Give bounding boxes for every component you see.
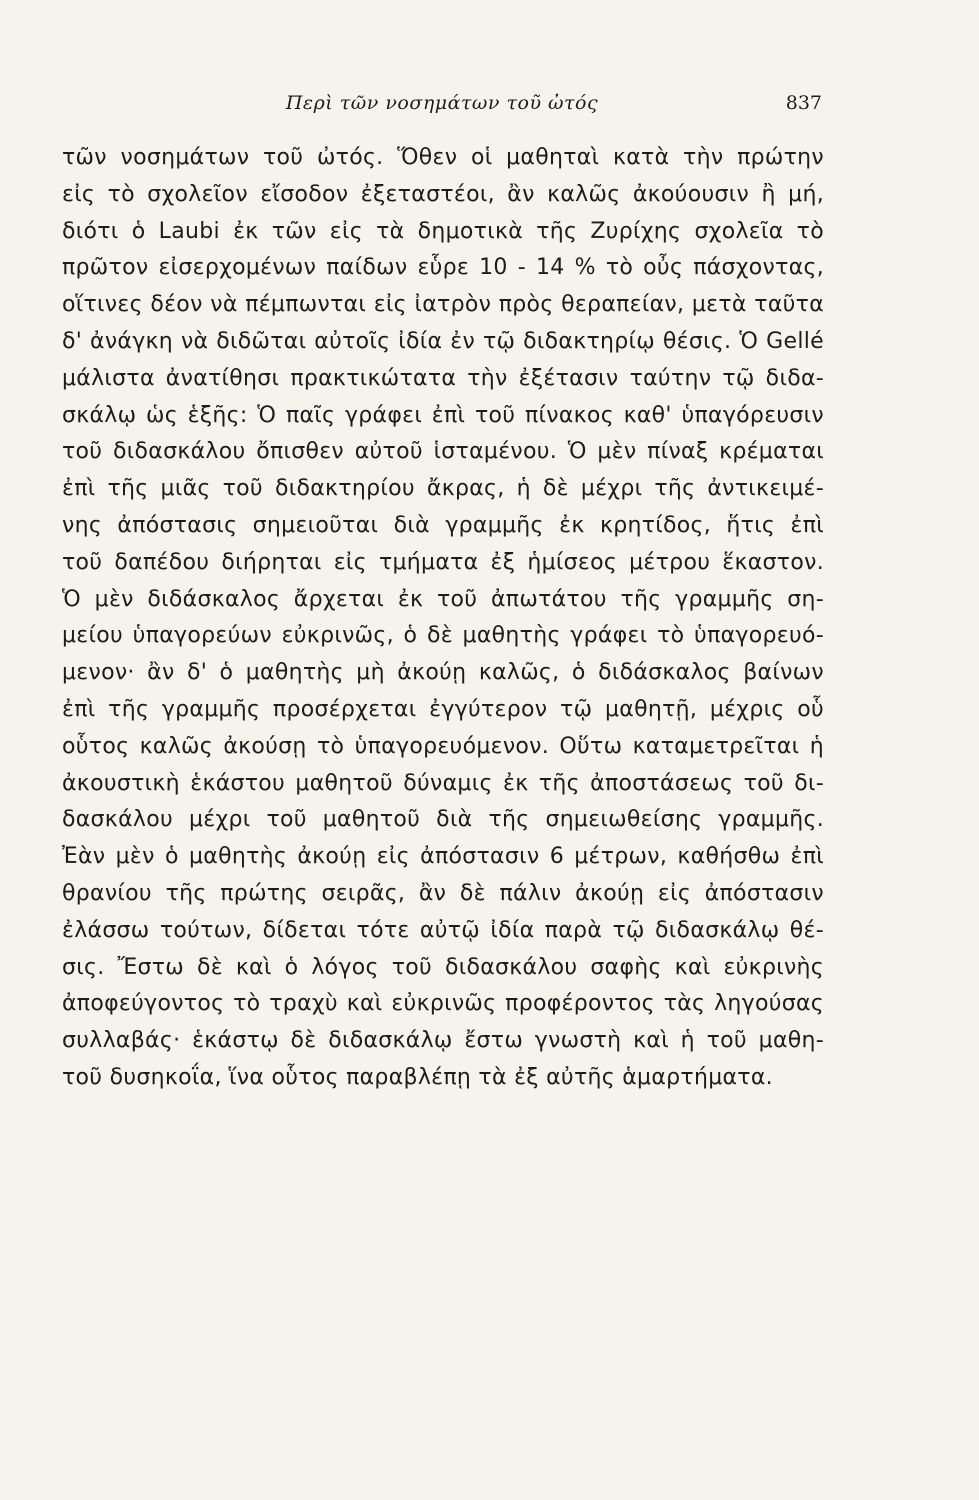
text-line: τοῦ διδασκάλου ὄπισθεν αὐτοῦ ἱσταμένου. Ὁ μὲν πίναξ κρέμαται bbox=[62, 439, 824, 465]
text-line: μείου ὑπαγορεύων εὐκρινῶς, ὁ δὲ μαθητὴς γράφει τὸ ὑπαγορευό- bbox=[62, 623, 824, 649]
running-title: Περὶ τῶν νοσημάτων τοῦ ὠτός bbox=[285, 92, 599, 114]
text-line: ἐπὶ τῆς γραμμῆς προσέρχεται ἐγγύτερον τῷ μαθητῇ, μέχρις οὗ bbox=[62, 696, 824, 722]
text-line: εἰς τὸ σχολεῖον εἴσοδον ἐξεταστέοι, ἂν καλῶς ἀκούουσιν ἢ μή, bbox=[62, 181, 824, 207]
text-line: οὗτος καλῶς ἀκούσῃ τὸ ὑπαγορευόμενον. Οὕτω καταμετρεῖται ἡ bbox=[62, 733, 824, 759]
text-line: θρανίου τῆς πρώτης σειρᾶς, ἂν δὲ πάλιν ἀκούῃ εἰς ἀπόστασιν bbox=[62, 880, 824, 906]
text-line: νης ἀπόστασις σημειοῦται διὰ γραμμῆς ἐκ κρητίδος, ἥτις ἐπὶ bbox=[62, 512, 824, 538]
text-line: σις. Ἔστω δὲ καὶ ὁ λόγος τοῦ διδασκάλου σαφὴς καὶ εὐκρινὴς bbox=[62, 954, 824, 980]
text-line: διότι ὁ Laubi ἐκ τῶν εἰς τὰ δημοτικὰ τῆς Ζυρίχης σχολεῖα τὸ bbox=[62, 218, 824, 244]
text-line: σκάλῳ ὡς ἑξῆς: Ὁ παῖς γράφει ἐπὶ τοῦ πίνακος καθ' ὑπαγόρευσιν bbox=[62, 402, 824, 428]
body-paragraph bbox=[62, 140, 824, 1097]
text-line: δ' ἀνάγκη νὰ διδῶται αὐτοῖς ἰδία ἐν τῷ διδακτηρίῳ θέσις. Ὁ Gellé bbox=[62, 328, 824, 354]
text-line: μενον· ἂν δ' ὁ μαθητὴς μὴ ἀκούῃ καλῶς, ὁ διδάσκαλος βαίνων bbox=[62, 660, 824, 686]
text-line: πρῶτον εἰσερχομένων παίδων εὗρε 10 - 14 % τὸ οὖς πάσχοντας, bbox=[62, 255, 824, 281]
text-line: ἀποφεύγοντος τὸ τραχὺ καὶ εὐκρινῶς προφέροντος τὰς ληγούσας bbox=[62, 991, 824, 1017]
text-line: ἐπὶ τῆς μιᾶς τοῦ διδακτηρίου ἄκρας, ἡ δὲ μέχρι τῆς ἀντικειμέ- bbox=[62, 476, 824, 502]
text-line: συλλαβάς· ἑκάστῳ δὲ διδασκάλῳ ἔστω γνωστὴ καὶ ἡ τοῦ μαθη- bbox=[62, 1028, 824, 1054]
text-line: Ἐὰν μὲν ὁ μαθητὴς ἀκούῃ εἰς ἀπόστασιν 6 μέτρων, καθήσθω ἐπὶ bbox=[62, 844, 824, 870]
text-line: οἵτινες δέον νὰ πέμπωνται εἰς ἰατρὸν πρὸς θεραπείαν, μετὰ ταῦτα bbox=[62, 292, 824, 318]
page-number: 837 bbox=[785, 92, 822, 114]
running-head bbox=[62, 92, 822, 122]
text-line: τῶν νοσημάτων τοῦ ὠτός. Ὅθεν οἱ μαθηταὶ κατὰ τὴν πρώτην bbox=[62, 145, 824, 170]
text-line: τοῦ δαπέδου διήρηται εἰς τμήματα ἐξ ἡμίσεος μέτρου ἕκαστον. bbox=[62, 549, 824, 575]
text-line: τοῦ δυσηκοΐα, ἵνα οὗτος παραβλέπῃ τὰ ἐξ αὐτῆς ἁμαρτήματα. bbox=[62, 1064, 773, 1090]
text-line: δασκάλου μέχρι τοῦ μαθητοῦ διὰ τῆς σημειωθείσης γραμμῆς. bbox=[62, 807, 824, 833]
text-line: μάλιστα ἀνατίθησι πρακτικώτατα τὴν ἐξέτασιν ταύτην τῷ διδα- bbox=[62, 365, 824, 391]
text-line: ἀκουστικὴ ἑκάστου μαθητοῦ δύναμις ἐκ τῆς ἀποστάσεως τοῦ δι- bbox=[62, 770, 824, 796]
text-line: Ὁ μὲν διδάσκαλος ἄρχεται ἐκ τοῦ ἀπωτάτου τῆς γραμμῆς ση- bbox=[62, 586, 824, 612]
text-line: ἐλάσσω τούτων, δίδεται τότε αὐτῷ ἰδία παρὰ τῷ διδασκάλῳ θέ- bbox=[62, 917, 824, 943]
